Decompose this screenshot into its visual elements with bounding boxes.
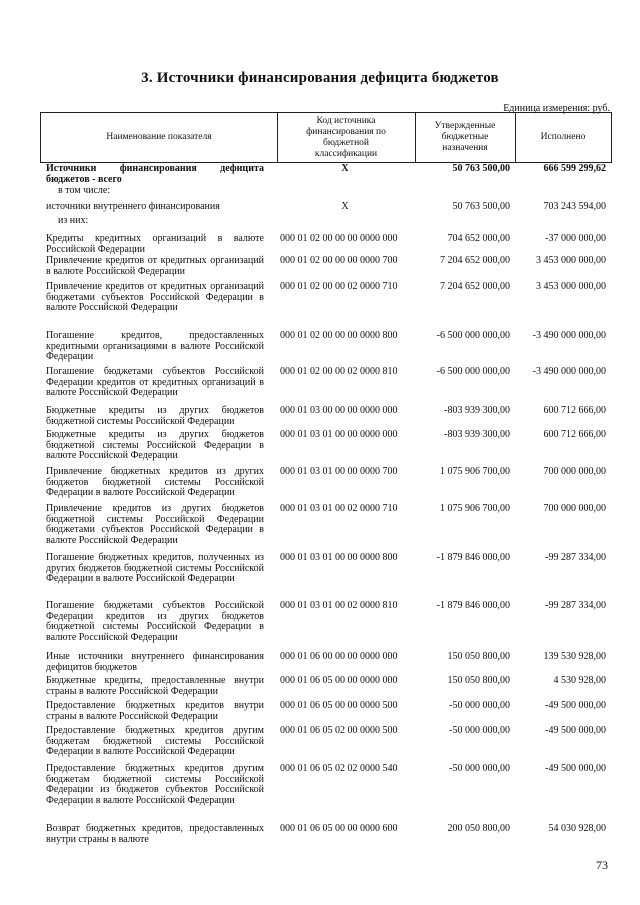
row-code: 000 01 03 01 00 00 0000 800: [280, 552, 398, 563]
row-executed: -49 500 000,00: [545, 700, 606, 711]
row-code: 000 01 06 05 00 00 0000 600: [280, 823, 398, 834]
table-header: [40, 112, 612, 163]
row-name: Погашение бюджетами субъектов Российской Федерации кредитов из других бюджетов бюджетной системы Российской Федерации в валюте Российской Федерации: [46, 600, 264, 643]
row-approved: -50 000 000,00: [449, 700, 510, 711]
row-name: Предоставление бюджетных кредитов другим бюджетам бюджетной системы Российской Федерации в валюте Российской Федерации: [46, 725, 264, 758]
row-executed: 666 599 299,62: [543, 163, 606, 174]
row-executed: -49 500 000,00: [545, 725, 606, 736]
row-name: Бюджетные кредиты из других бюджетов бюджетной системы Российской Федерации в валюте Российской Федерации: [46, 429, 264, 462]
row-name: Погашение бюджетных кредитов, полученных из других бюджетов бюджетной системы Российской Федерации в валюте Российской Федерации: [46, 552, 264, 585]
header-code: Код источника финансирования по бюджетной классификации: [306, 115, 386, 159]
row-code: 000 01 02 00 00 00 0000 800: [280, 330, 398, 341]
row-approved: 50 763 500,00: [452, 201, 510, 212]
row-executed: 3 453 000 000,00: [536, 281, 606, 292]
row-code: 000 01 06 05 00 00 0000 500: [280, 700, 398, 711]
row-approved: -50 000 000,00: [449, 725, 510, 736]
row-name: Привлечение бюджетных кредитов из других бюджетов бюджетной системы Российской Федерации в валюте Российской Федерации: [46, 466, 264, 499]
row-name: Привлечение кредитов от кредитных организаций в валюте Российской Федерации: [46, 255, 264, 277]
row-approved: -1 879 846 000,00: [436, 552, 510, 563]
row-executed: 600 712 666,00: [543, 429, 606, 440]
row-name: Привлечение кредитов из других бюджетов бюджетной системы Российской Федерации бюджетами субъектов Российской Федерации в валюте Российской Федерации: [46, 503, 264, 546]
row-code: 000 01 06 05 00 00 0000 000: [280, 675, 398, 686]
row-name: Погашение кредитов, предоставленных кредитными организациями в валюте Российской Федерации: [46, 330, 264, 363]
row-approved: -803 939 300,00: [444, 405, 510, 416]
row-name: Источники финансирования дефицита бюджетов - всего: [46, 163, 264, 185]
header-executed: Исполнено: [540, 132, 586, 142]
row-approved: 704 652 000,00: [447, 233, 510, 244]
row-executed: -3 490 000 000,00: [532, 330, 606, 341]
row-code: 000 01 06 05 02 02 0000 540: [280, 763, 398, 774]
row-executed: 139 530 928,00: [543, 651, 606, 662]
row-approved: -803 939 300,00: [444, 429, 510, 440]
row-executed: -99 287 334,00: [545, 552, 606, 563]
row-name: в том числе:: [58, 185, 111, 196]
row-code: 000 01 03 01 00 02 0000 710: [280, 503, 398, 514]
row-executed: 700 000 000,00: [543, 503, 606, 514]
row-code: 000 01 03 01 00 00 0000 700: [280, 466, 398, 477]
row-approved: 150 050 800,00: [447, 675, 510, 686]
row-executed: 703 243 594,00: [543, 201, 606, 212]
row-executed: -37 000 000,00: [545, 233, 606, 244]
row-name: Кредиты кредитных организаций в валюте Российской Федерации: [46, 233, 264, 255]
row-name: Бюджетные кредиты из других бюджетов бюджетной системы Российской Федерации: [46, 405, 264, 427]
row-approved: 7 204 652 000,00: [440, 281, 510, 292]
row-name: Предоставление бюджетных кредитов внутри страны в валюте Российской Федерации: [46, 700, 264, 722]
row-name: Предоставление бюджетных кредитов другим бюджетам бюджетной системы Российской Федерации из бюджетов субъектов Российской Федерации в валюте Российской Федерации: [46, 763, 264, 806]
row-approved: 150 050 800,00: [447, 651, 510, 662]
row-executed: 700 000 000,00: [543, 466, 606, 477]
row-approved: -6 500 000 000,00: [436, 366, 510, 377]
row-code: X: [341, 163, 349, 174]
row-approved: 50 763 500,00: [452, 163, 510, 174]
row-name: Иные источники внутреннего финансирования дефицитов бюджетов: [46, 651, 264, 673]
row-name: источники внутреннего финансирования: [46, 201, 220, 212]
row-executed: -49 500 000,00: [545, 763, 606, 774]
row-executed: -3 490 000 000,00: [532, 366, 606, 377]
row-name: Бюджетные кредиты, предоставленные внутри страны в валюте Российской Федерации: [46, 675, 264, 697]
row-code: X: [341, 201, 349, 212]
page-number: 73: [596, 858, 608, 872]
row-code: 000 01 02 00 00 02 0000 810: [280, 366, 398, 377]
header-approved: Утвержденные бюджетные назначения: [434, 121, 496, 153]
row-code: 000 01 02 00 00 00 0000 700: [280, 255, 398, 266]
row-code: 000 01 02 00 00 00 0000 000: [280, 233, 398, 244]
row-name: Погашение бюджетами субъектов Российской Федерации кредитов от кредитных организаций в валюте Российской Федерации: [46, 366, 264, 399]
row-approved: 1 075 906 700,00: [440, 466, 510, 477]
row-executed: 3 453 000 000,00: [536, 255, 606, 266]
row-approved: -50 000 000,00: [449, 763, 510, 774]
row-code: 000 01 06 00 00 00 0000 000: [280, 651, 398, 662]
row-executed: 600 712 666,00: [543, 405, 606, 416]
row-name: из них:: [58, 215, 89, 226]
header-name: Наименование показателя: [106, 132, 212, 142]
row-executed: 54 030 928,00: [548, 823, 606, 834]
section-title: 3. Источники финансирования дефицита бюджетов: [141, 70, 499, 86]
row-code: 000 01 03 01 00 02 0000 810: [280, 600, 398, 611]
unit-label: Единица измерения: руб.: [503, 103, 610, 114]
row-executed: -99 287 334,00: [545, 600, 606, 611]
row-name: Привлечение кредитов от кредитных организаций бюджетами субъектов Российской Федерации в валюте Российской Федерации: [46, 281, 264, 314]
row-code: 000 01 03 01 00 00 0000 000: [280, 429, 398, 440]
row-approved: -1 879 846 000,00: [436, 600, 510, 611]
row-code: 000 01 06 05 02 00 0000 500: [280, 725, 398, 736]
row-approved: 7 204 652 000,00: [440, 255, 510, 266]
row-approved: 1 075 906 700,00: [440, 503, 510, 514]
row-code: 000 01 03 00 00 00 0000 000: [280, 405, 398, 416]
row-name: Возврат бюджетных кредитов, предоставленных внутри страны в валюте: [46, 823, 264, 845]
row-executed: 4 530 928,00: [553, 675, 606, 686]
row-approved: 200 050 800,00: [447, 823, 510, 834]
row-approved: -6 500 000 000,00: [436, 330, 510, 341]
row-code: 000 01 02 00 00 02 0000 710: [280, 281, 398, 292]
